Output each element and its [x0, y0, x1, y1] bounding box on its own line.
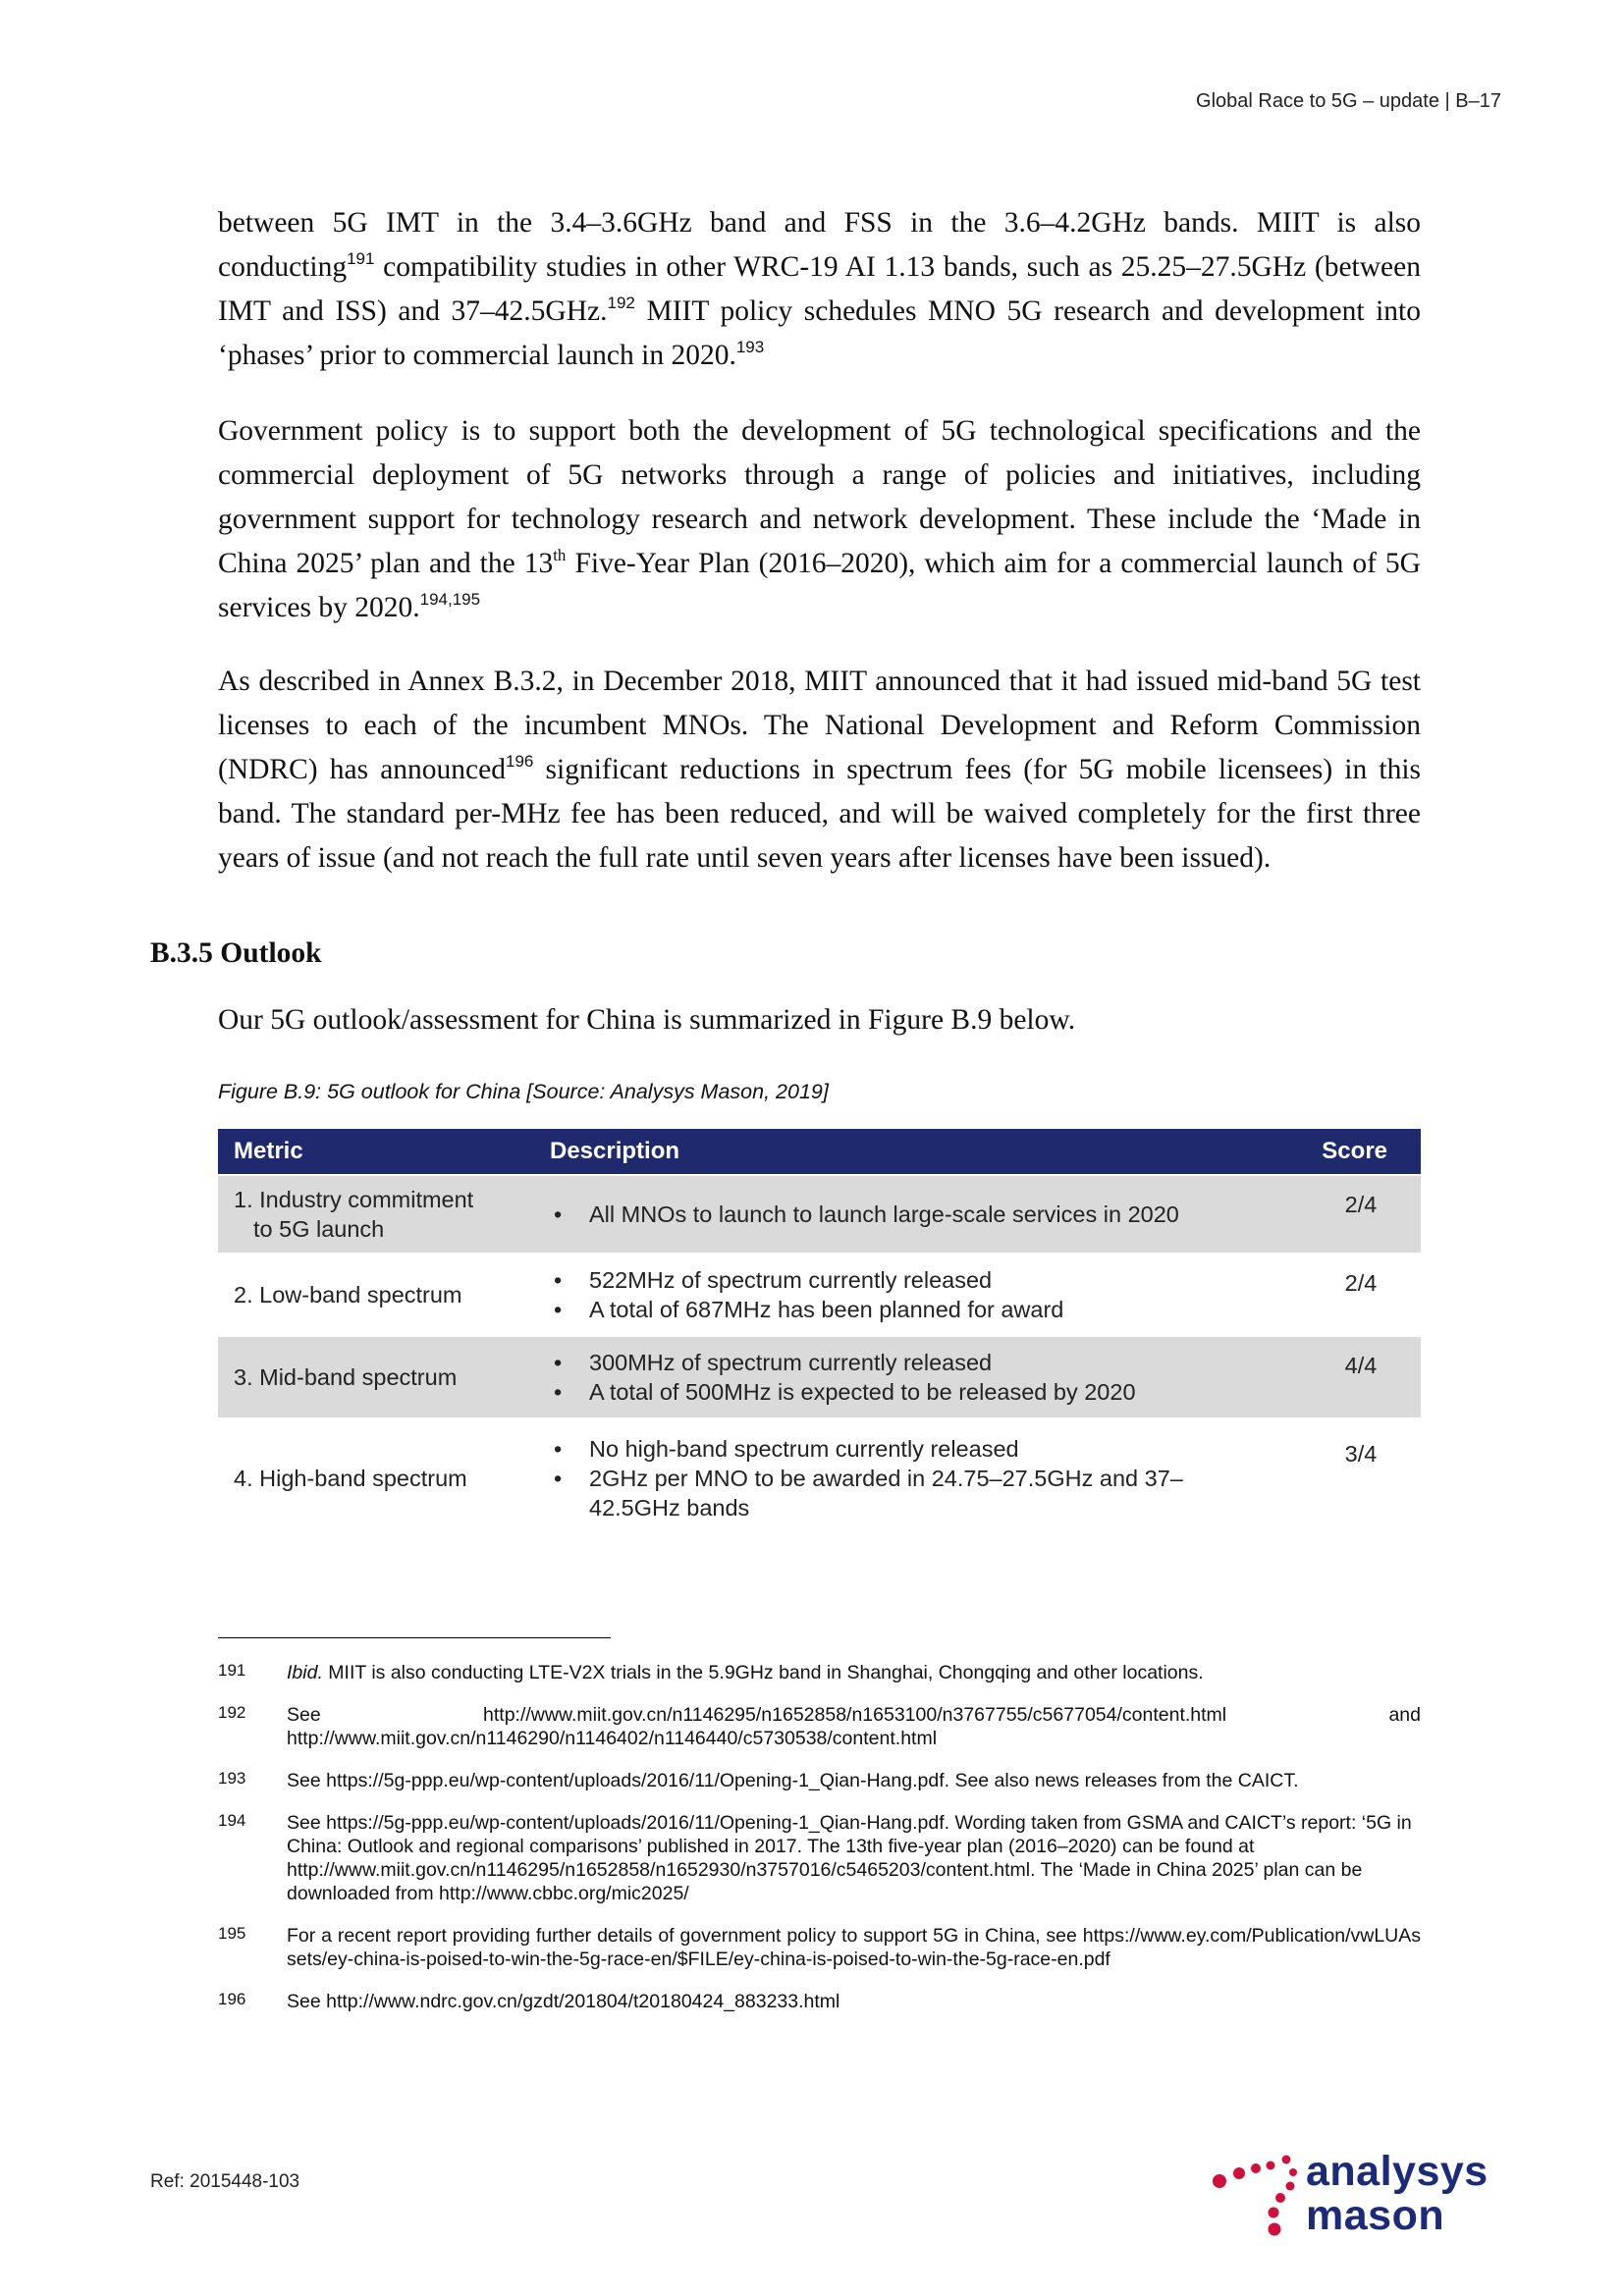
metric-cell: [218, 1336, 534, 1418]
bullet-item: • No high-band spectrum currently released: [581, 1434, 1259, 1464]
metric-cell: [218, 1175, 534, 1254]
metric-cell: [218, 1254, 534, 1336]
footnote-text: MIIT is also conducting LTE-V2X trials in the 5.9GHz band in Shanghai, Chongqing and other locations.: [322, 1662, 1204, 1683]
bullet-item: • A total of 687MHz has been planned for award: [581, 1295, 1285, 1324]
metric-label: 3. Mid-band spectrum: [234, 1364, 458, 1390]
body-paragraph-2: [218, 409, 1421, 630]
footnote-193: [218, 1769, 1421, 1792]
footnote-195: [218, 1924, 1421, 1971]
header-score: Score: [1301, 1129, 1421, 1175]
p1-text-b: compatibility studies in other WRC-19 AI 1.13 bands, such as 25.25–27.5GHz (between IMT and ISS) and 37–42.5GHz.: [218, 251, 1421, 327]
bullet-item: • A total of 500MHz is expected to be released by 2020: [581, 1377, 1285, 1407]
table-row: [218, 1336, 1421, 1418]
table-row: [218, 1418, 1421, 1536]
p4-text: Our 5G outlook/assessment for China is summarized in Figure B.9 below.: [218, 1004, 1076, 1036]
footnote-ref-192[interactable]: 192: [607, 294, 635, 312]
footnote-ref-193[interactable]: 193: [735, 338, 765, 356]
footnote-number: 194: [218, 1811, 246, 1830]
header-metric: Metric: [218, 1129, 534, 1175]
table-header-row: [218, 1129, 1421, 1175]
footnote-ref-191[interactable]: 191: [347, 249, 375, 268]
score-cell: 3/4: [1301, 1418, 1421, 1536]
logo-text-mason: mason: [1306, 2192, 1445, 2239]
footnote-link-1[interactable]: http://www.miit.gov.cn/n1146295/n1652858/n1653100/n3767755/c5677054/content.html: [483, 1704, 1227, 1726]
header-description: Description: [534, 1129, 1301, 1175]
bullet-item: • 300MHz of spectrum currently released: [581, 1348, 1285, 1377]
metric-cell: [218, 1418, 534, 1536]
p3-text-a: As described in Annex B.3.2, in December 2018, MIIT announced that it had issued mid-band 5G test licenses to each of the incumbent MNOs. The National Development and Reform Commission (NDRC) has announced: [218, 666, 1421, 785]
bullet-item: • 522MHz of spectrum currently released: [581, 1265, 1285, 1295]
metric-label: 1. Industry commitment: [234, 1187, 474, 1212]
footnote-text: See https://5g-ppp.eu/wp-content/uploads/2016/11/Opening-1_Qian-Hang.pdf. See also news releases from the CAICT.: [287, 1770, 1299, 1791]
bullet-item: • 2GHz per MNO to be awarded in 24.75–27.5GHz and 37–42.5GHz bands: [581, 1464, 1259, 1522]
ordinal-suffix: th: [553, 546, 567, 564]
bullet-item: • All MNOs to launch to launch large-scale services in 2020: [581, 1200, 1285, 1229]
footnote-text: See https://5g-ppp.eu/wp-content/uploads/2016/11/Opening-1_Qian-Hang.pdf. Wording taken from GSMA and CAICT’s report: ‘5G in China: Outlook and regional comparisons’ published in 2017. The 13th five-year plan (2016–2020) can be found at http://www.miit.gov.cn/n1146295/n1652858/n1652930/n3757016/c5465203/content.html. The ‘Made in China 2025’ plan can be downloaded from http://www.cbbc.org/mic2025/: [287, 1812, 1412, 1904]
p3-text-b: significant reductions in spectrum fees (for 5G mobile licensees) in this band. The standard per-MHz fee has been reduced, and will be waived completely for the first three years of issue (and not reach the full rate until seven years after licenses have been issued).: [218, 754, 1421, 874]
section-heading: B.3.5 Outlook: [150, 937, 322, 969]
description-cell: [534, 1336, 1301, 1418]
footnote-194: [218, 1811, 1421, 1905]
metric-label: 4. High-band spectrum: [234, 1465, 467, 1491]
p2-text-b: Five-Year Plan (2016–2020), which aim for a commercial launch of 5G services by 2020.: [218, 548, 1421, 623]
footnote-text: See http://www.ndrc.gov.cn/gzdt/201804/t20180424_883233.html: [287, 1991, 840, 2012]
document-reference: Ref: 2015448-103: [150, 2171, 300, 2192]
footnote-ibid: Ibid.: [287, 1662, 323, 1683]
footnote-number: 193: [218, 1769, 246, 1788]
body-paragraph-1: [218, 201, 1421, 378]
footnote-ref-194-195[interactable]: 194,195: [419, 590, 481, 609]
footnote-see: See: [287, 1704, 321, 1726]
description-cell: [534, 1418, 1301, 1536]
p2-text-a: Government policy is to support both the development of 5G technological specifications and the commercial deployment of 5G networks through a range of policies and initiatives, including government support for technology research and network development. These include the ‘Made in China 2025’ plan and the 13: [218, 415, 1421, 579]
footnote-number: 195: [218, 1924, 246, 1943]
body-paragraph-3: [218, 660, 1421, 881]
description-cell: [534, 1254, 1301, 1336]
footnote-196: [218, 1990, 1421, 2013]
page-header: Global Race to 5G – update | B–17: [1196, 90, 1501, 112]
footnote-192: [218, 1703, 1421, 1750]
footnote-number: 192: [218, 1703, 246, 1722]
score-cell: 2/4: [1301, 1175, 1421, 1254]
table-row: [218, 1175, 1421, 1254]
outlook-table: [218, 1129, 1421, 1536]
footnote-divider: [218, 1637, 611, 1638]
logo-text-analysys: analysys: [1306, 2148, 1489, 2195]
table-row: [218, 1254, 1421, 1336]
p1-text-a: between 5G IMT in the 3.4–3.6GHz band and FSS in the 3.6–4.2GHz bands. MIIT is also conducting: [218, 207, 1421, 283]
p1-text-c: MIIT policy schedules MNO 5G research and development into ‘phases’ prior to commercial launch in 2020.: [218, 295, 1421, 371]
score-cell: 4/4: [1301, 1336, 1421, 1418]
footnotes: [218, 1661, 1421, 2032]
footnote-link-2[interactable]: http://www.miit.gov.cn/n1146290/n1146402/n1146440/c5730538/content.html: [287, 1728, 938, 1749]
metric-label: 2. Low-band spectrum: [234, 1282, 462, 1308]
figure-caption: Figure B.9: 5G outlook for China [Source: Analysys Mason, 2019]: [218, 1080, 829, 1103]
description-cell: [534, 1175, 1301, 1254]
footnote-number: 196: [218, 1990, 246, 2008]
metric-label-cont: to 5G launch: [253, 1216, 385, 1242]
footnote-191: [218, 1661, 1421, 1684]
footnote-and: and: [1388, 1704, 1421, 1726]
body-paragraph-4: [218, 998, 1421, 1042]
footnote-text: For a recent report providing further details of government policy to support 5G in China, see https://www.ey.com/Publication/vwLUAssets/ey-china-is-poised-to-win-the-5g-race-en/$FILE/ey-china-is-poised-to-win-the-5g-race-en.pdf: [287, 1925, 1421, 1970]
footnote-ref-196[interactable]: 196: [506, 752, 534, 771]
score-cell: 2/4: [1301, 1254, 1421, 1336]
footnote-number: 191: [218, 1661, 246, 1680]
